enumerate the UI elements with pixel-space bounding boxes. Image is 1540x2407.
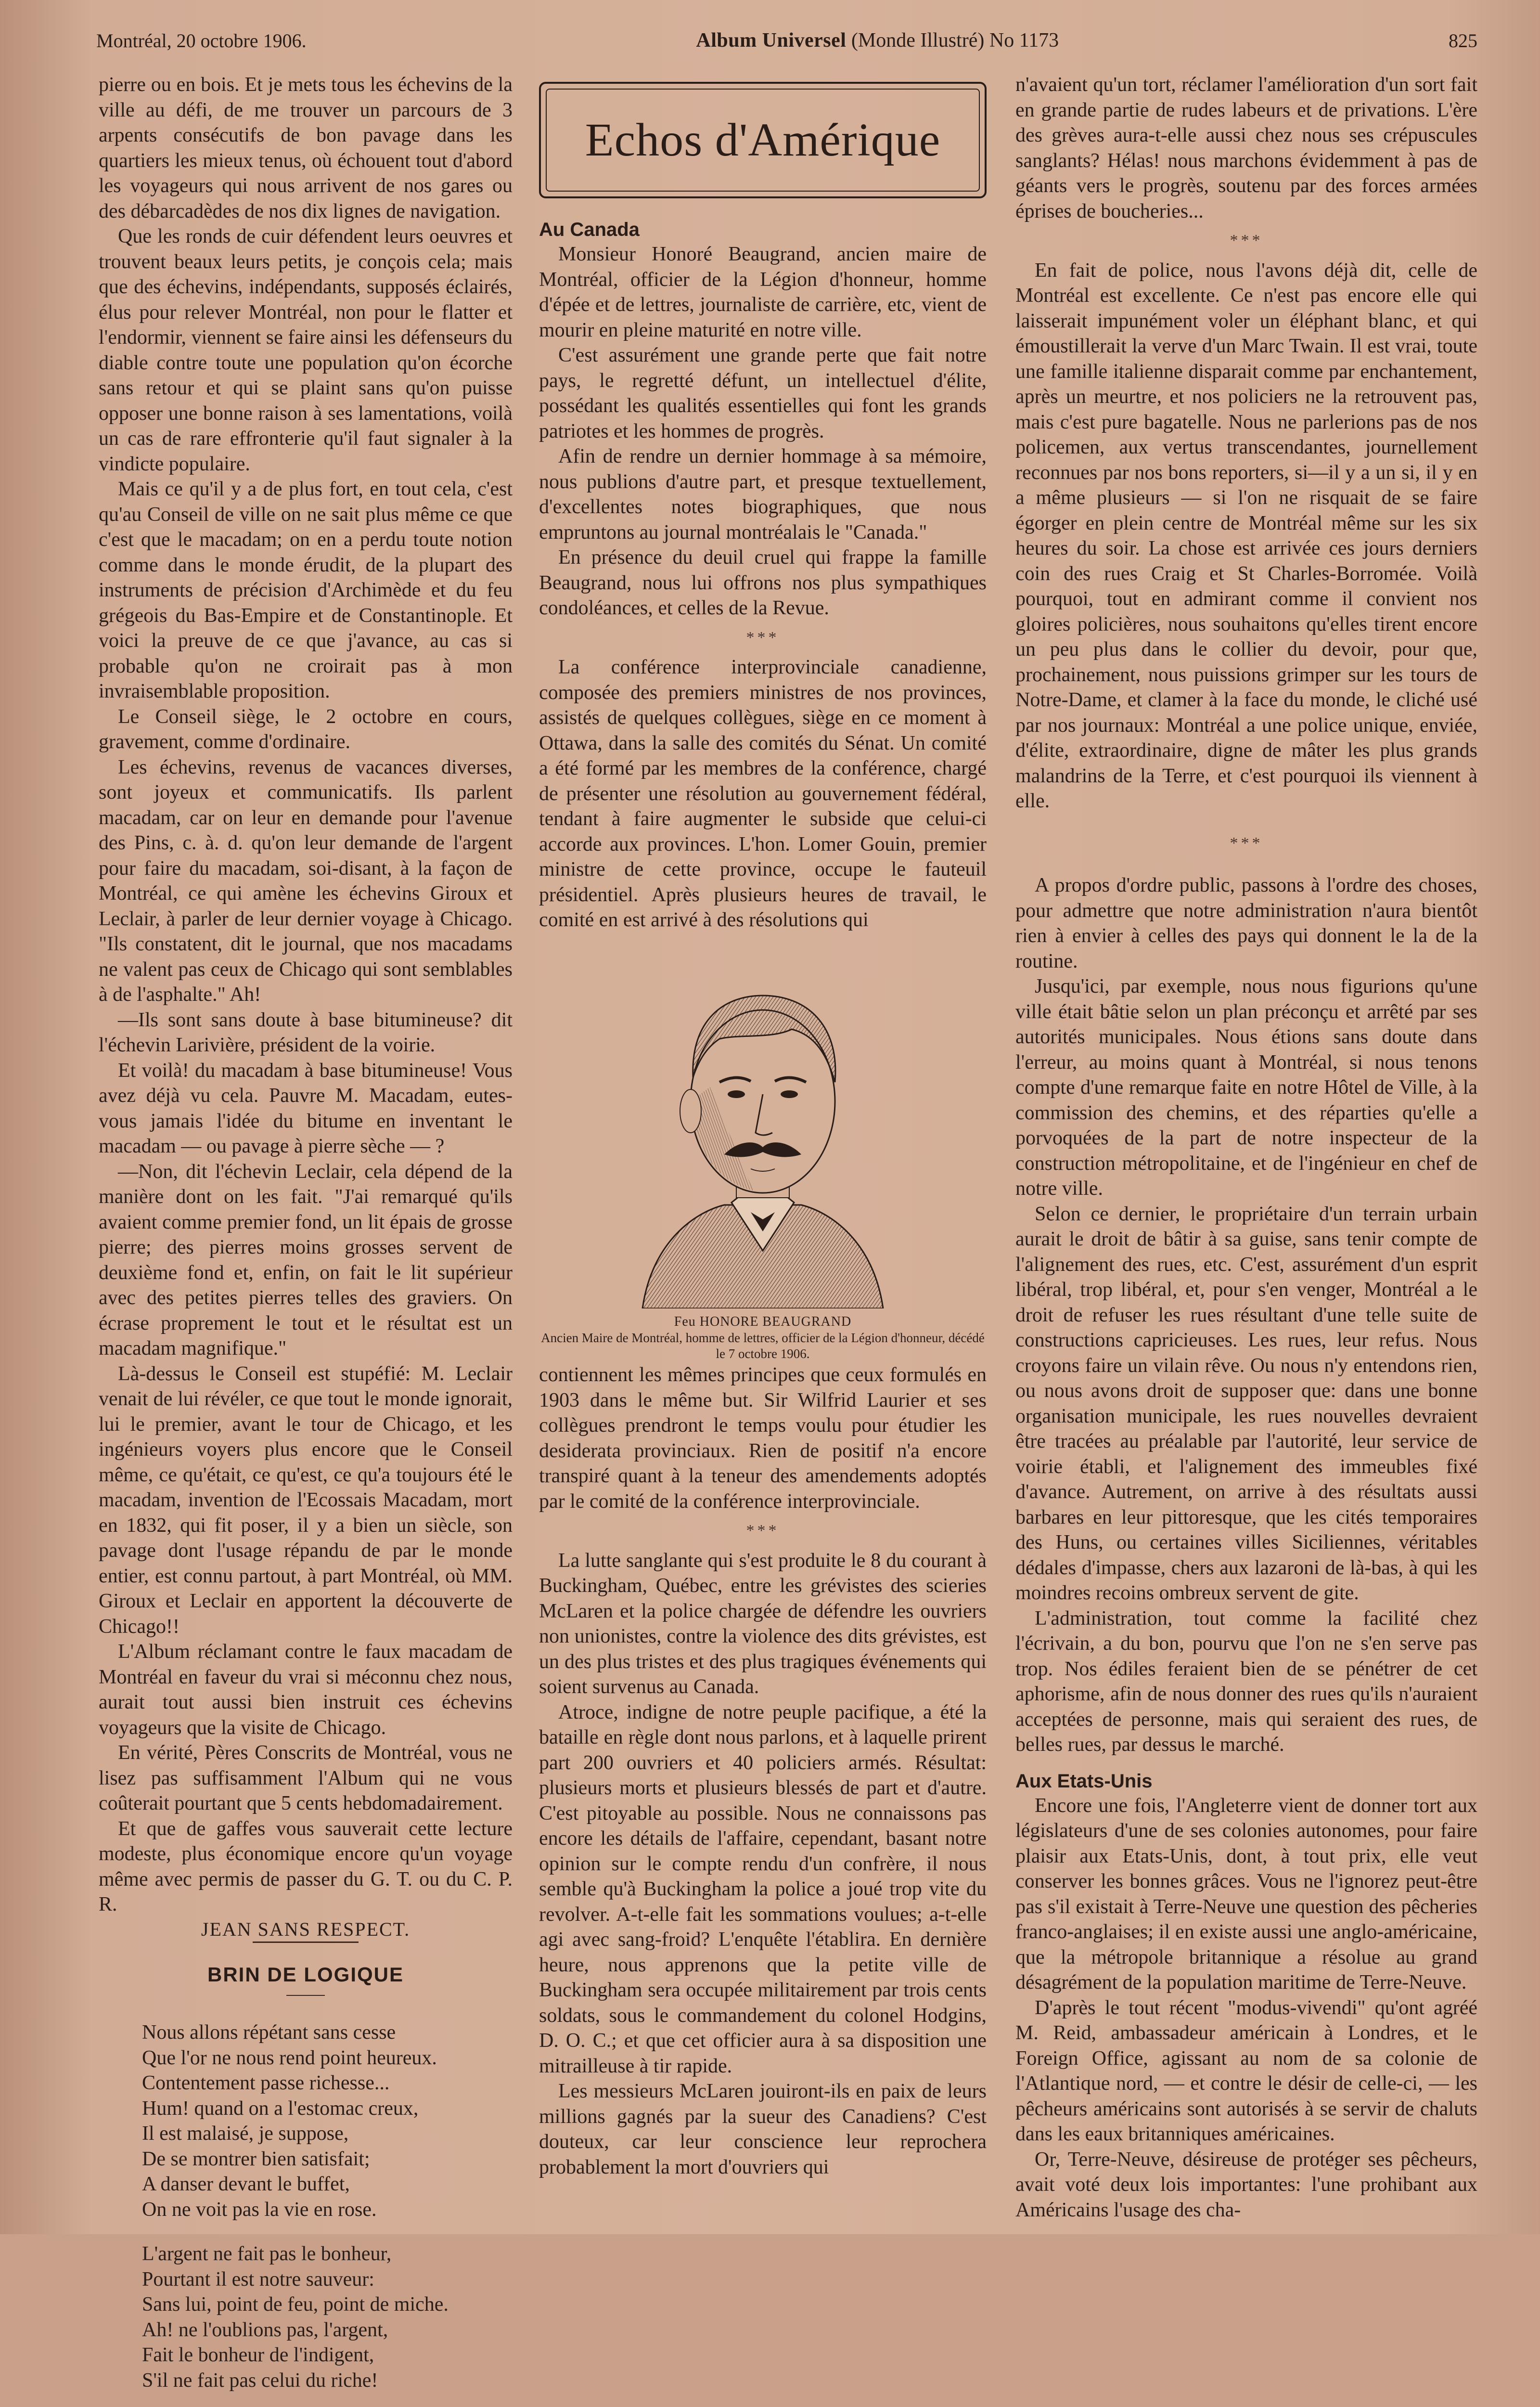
separator-stars: *** xyxy=(746,628,780,647)
poem xyxy=(99,2020,513,2407)
paragraph: Afin de rendre un dernier hommage à sa mémoire, nous publions d'autre part, et presque textuellement, d'excellentes notes biographiques, que nous empruntons au journal montréalais le "Canada." xyxy=(539,445,987,544)
paragraph: Atroce, indigne de notre peuple pacifique, a été la bataille en règle dont nous parlons, et à laquelle prirent part 200 ouvriers et 40 policiers armés. Résultat: plusieurs morts et plusieurs blessés de part et d'autre. C'est pitoyable au possible. Nous ne connaissons pas encore les détails de l'affaire, cependant, basant notre opinion sur le compte rendu d'un confrère, il nous semble qu'à Buckingham la police a joué trop vite du revolver. A-t-elle fait les sommations voulues; a-t-elle agi avec sang-froid? L'enquête l'établira. En dernière heure, nous apprenons que la petite ville de Buckingham sera occupée militairement par trois cents soldats, sous le commandement du colonel Hodgins, D. O. C.; et que cet officier aura à sa disposition une mitrailleuse à tir rapide. xyxy=(539,1701,987,2077)
column-left xyxy=(99,72,513,2407)
page-number: 825 xyxy=(1449,29,1477,52)
paragraph: Selon ce dernier, le propriétaire d'un terrain urbain aurait le droit de bâtir à sa guise, sans tenir compte de l'alignement des rues, etc. C'est, assurément d'un esprit libéral, trop libéral, et, pour s'en venger, Montréal a le droit de refuser les rues résultant d'une telle suite de constructions capricieuses. Les rues, leur refus. Nous croyons faire un vilain rêve. Ou nous n'y entendons rien, ou nous avons droit de supposer que: dans une bonne organisation municipale, les rues nouvelles devraient être tracées au préalable par l'autorité, leur service de voirie établi, et l'alignement des immeubles fixé d'avance. Autrement, on arrive à des résultats aussi barbares en leur pittoresque, que les cités temporaires des Huns, ou certaines villes Siciliennes, véritables dédales d'impasse, chers aux lazaroni de là-bas, à qui les moindres recoins ombreux servent de gite. xyxy=(1015,1203,1477,1604)
paragraph: D'après le tout récent "modus-vivendi" qu'ont agréé M. Reid, ambassadeur américain à Londres, et le Foreign Office, agissant au nom de sa colonie de l'Atlantique nord, — et contre le désir de celle-ci, — les pêcheurs américains sont autorisés à se servir de chaluts dans les eaux britanniques américaines. xyxy=(1015,1996,1477,2145)
paragraph: Les messieurs McLaren jouiront-ils en paix de leurs millions gagnés par la sueur des Canadiens? C'est douteux, car leur conscience leur reprochera probablement la mort d'ouvriers qui xyxy=(539,2080,987,2178)
poem-line: Pourtant il est notre sauveur: xyxy=(142,2268,374,2291)
section-title-box xyxy=(539,82,987,198)
portrait-caption xyxy=(539,1313,987,1363)
paragraph: Et voilà! du macadam à base bitumineuse! Vous avez déjà vu cela. Pauvre M. Macadam, eutes-vous jamais l'idée du bitume en inventant le macadam — ou pavage à pierre sèche — ? xyxy=(99,1059,513,1157)
separator-stars: *** xyxy=(1230,232,1263,249)
header-date: Montréal, 20 octobre 1906. xyxy=(96,29,307,52)
poem-line: Hum! quand on a l'estomac creux, xyxy=(142,2097,419,2120)
poem-line: S'il ne fait pas celui du riche! xyxy=(142,2369,378,2392)
separator-stars: *** xyxy=(746,1522,780,1540)
paragraph: La lutte sanglante qui s'est produite le 8 du courant à Buckingham, Québec, entre les grévistes des scieries McLaren et la police chargée de défendre les ouvriers non unionistes, contre la violence des dits grévistes, est un des plus tristes et des plus tragiques événements qui soient survenus au Canada. xyxy=(539,1549,987,1698)
paragraph: Les échevins, revenus de vacances diverses, sont joyeux et communicatifs. Ils parlent macadam, car on leur en demande pour l'avenue des Pins, c. à. d. qu'on leur demande de l'argent pour faire du macadam, soi-disant, à la façon de Montréal, ce qui amène les échevins Giroux et Leclair, à parler de leur dernier voyage à Chicago. "Ils constatent, dit le journal, que nos macadams ne valent pas ceux de Chicago qui sont semblables à de l'asphalte." Ah! xyxy=(99,756,513,1006)
section-heading: Au Canada xyxy=(539,219,640,240)
poem-line: A danser devant le buffet, xyxy=(142,2173,350,2195)
journal-subtitle: (Monde Illustré) xyxy=(851,29,985,52)
divider xyxy=(286,1995,325,1996)
paragraph: La conférence interprovinciale canadienne, composée des premiers ministres de nos provinces, assistés de quelques collègues, siège en ce moment à Ottawa, dans la salle des comités du Sénat. Un comité a été formé par les membres de la conférence, chargé de présenter une résolution au gouvernement fédéral, tendant à faire augmenter le subside que celui-ci accorde aux provinces. L'hon. Lomer Gouin, premier ministre de cette province, occupe le fauteuil présidentiel. Après plusieurs heures de travail, le comité en est arrivé à des résolutions qui xyxy=(539,656,987,931)
paragraph: Le Conseil siège, le 2 octobre en cours, gravement, comme d'ordinaire. xyxy=(99,705,513,753)
caption-name: Feu HONORE BEAUGRAND xyxy=(674,1314,852,1329)
paragraph: Or, Terre-Neuve, désireuse de protéger ses pêcheurs, avait voté deux lois importantes: l'une prohibant aux Américains l'usage des cha- xyxy=(1015,2148,1477,2221)
portrait-engraving xyxy=(614,943,912,1308)
paragraph: En fait de police, nous l'avons déjà dit, celle de Montréal est excellente. Ce n'est pas encore elle qui laisserait impunément voler un éléphant blanc, et qui émoustillerait la verve d'un Marc Twain. Il est vrai, toute une famille italienne disparait comme par enchantement, après un meurtre, et nos policiers ne la retrouvent pas, mais c'est pure bagatelle. Nous ne parlerions pas de nos policemen, aux vertus transcendantes, journellement reconnues par nos bons reporters, si—il y a un si, il y en a même plusieurs — si l'on ne risquait de se faire égorger en plein centre de Montréal même sur les six heures du soir. La chose est arrivée ces jours derniers coin des rues Craig et St Charles-Borromée. Voilà pourquoi, tout en admirant comme il convient nos gloires policières, nous souhaitons qu'elles tirent encore un peu plus dans le collier du devoir, pour que, prochainement, nous puissions grimper sur les tours de Notre-Dame, et clamer à la face du monde, le cliché usé par nos journaux: Montréal a une police unique, enviée, d'élite, extraordinaire, digne de mâter les plus grands malandrins de la Terre, et c'est pourquoi ils viennent à elle. xyxy=(1015,259,1477,812)
paragraph: Encore une fois, l'Angleterre vient de donner tort aux législateurs d'une de ses colonies autonomes, pour faire plaisir aux Etats-Unis, dont, à tout prix, elle veut conserver les bonnes grâces. Vous ne l'ignorez peut-être pas s'il existait à Terre-Neuve une question des pêcheries franco-anglaises; il en existe aussi une anglo-américaine, que la métropole britannique a résolue au grand désagrément de la population maritime de Terre-Neuve. xyxy=(1015,1794,1477,1993)
poem-line: Nous allons répétant sans cesse xyxy=(142,2021,396,2044)
paragraph: Là-dessus le Conseil est stupéfié: M. Leclair venait de lui révéler, ce que tout le monde ignorait, lui le premier, avant le tour de Chicago, et les ingénieurs voyers plus encore que le Conseil même, ce qu'était, ce qu'est, ce qu'a toujours été le macadam, invention de l'Ecossais Macadam, mort en 1832, qui fit poser, il y a bien un siècle, son pavage dont l'usage répandu de par le monde entier, est connu partout, à part Montréal, où MM. Giroux et Leclair en apportent la découverte de Chicago!! xyxy=(99,1362,513,1638)
paragraph: n'avaient qu'un tort, réclamer l'amélioration d'un sort fait en grande partie de rudes labeurs et de privations. L'ère des grèves aura-t-elle aussi chez nous ses crépuscules sanglants? Hélas! nous marchons évidemment à pas de géants vers le progrès, soutenu par des forces armées éprises de boucheries... xyxy=(1015,74,1477,222)
caption-text: Ancien Maire de Montréal, homme de lettres, officier de la Légion d'honneur, décédé le 7 octobre 1906. xyxy=(541,1330,985,1361)
poem-line: Il est malaisé, je suppose, xyxy=(142,2122,349,2145)
poem-line: Fait le bonheur de l'indigent, xyxy=(142,2344,374,2366)
paragraph: —Non, dit l'échevin Leclair, cela dépend de la manière dont on les fait. "J'ai remarqué qu'ils avaient comme premier fond, un lit épais de grosse pierre; des pierres moins grosses servent de deuxième fond et, enfin, on fait le lit supérieur avec des petites pierres telles des graviers. On écrase proprement le tout et le résultat est un macadam magnifique." xyxy=(99,1160,513,1359)
poem-line: Ah! ne l'oublions pas, l'argent, xyxy=(142,2318,388,2341)
paragraph: pierre ou en bois. Et je mets tous les échevins de la ville au défi, de me trouver un parcours de 3 arpents consécutifs de bon pavage dans les quartiers les mieux tenus, où échouent tout d'abord les voyageurs qui nous arrivent de nos gares ou des débarcadèdes de nos dix lignes de navigation. xyxy=(99,74,513,222)
poem-line: Sans lui, point de feu, point de miche. xyxy=(142,2293,449,2316)
paragraph: Monsieur Honoré Beaugrand, ancien maire de Montréal, officier de la Légion d'honneur, homme d'épée et de lettres, journaliste de carrière, etc, vient de mourir en pleine maturité en notre ville. xyxy=(539,243,987,341)
page-header xyxy=(96,25,1477,56)
paragraph: C'est assurément une grande perte que fait notre pays, le regretté défunt, un intellectuel d'élite, possédant les qualités essentielles qui font les grands patriotes et les hommes de progrès. xyxy=(539,344,987,442)
article-signature: JEAN SANS RESPECT. xyxy=(201,1918,411,1940)
column-middle xyxy=(539,72,987,2180)
journal-name: Album Universel xyxy=(696,29,847,52)
paragraph: A propos d'ordre public, passons à l'ordre des choses, pour admettre que notre administration n'aura bientôt rien à envier à celles des pays qui donnent le la de la routine. xyxy=(1015,874,1477,972)
paragraph: —Ils sont sans doute à base bitumineuse? dit l'échevin Larivière, président de la voirie. xyxy=(99,1009,513,1056)
paragraph: Jusqu'ici, par exemple, nous nous figurions qu'une ville était bâtie selon un plan préconçu et arrêté par ses autorités municipales. Nous étions sans doute dans l'erreur, au moins quant à Montréal, si nous tenons compte d'une remarque faite en notre Hôtel de Ville, à la commission des chemins, et des réparties qu'elle a porvoquées de la part de notre inspecteur de la construction métropolitaine, et de l'ingénieur en chef de notre ville. xyxy=(1015,975,1477,1200)
paragraph: Mais ce qu'il y a de plus fort, en tout cela, c'est qu'au Conseil de ville on ne sait plus même ce que c'est que le macadam; on en a perdu toute notion comme dans le monde érudit, de la plupart des instruments de précision d'Archimède et du feu grégeois du Bas-Empire et de Constantinople. Et voici la preuve de ce que j'avance, au cas si probable qu'on ne croirait pas à mon invraisemblable proposition. xyxy=(99,478,513,702)
section-heading: Aux Etats-Unis xyxy=(1015,1770,1153,1792)
paragraph: L'Album réclamant contre le faux macadam de Montréal en faveur du vrai si méconnu chez nous, aurait tout aussi bien instruit ces échevins voyageurs que la visite de Chicago. xyxy=(99,1641,513,1739)
paragraph: Et que de gaffes vous sauverait cette lecture modeste, plus économique encore qu'un voyage même avec permis de passer du G. T. ou du C. P. R. xyxy=(99,1817,513,1915)
issue-number: No 1173 xyxy=(989,29,1059,52)
separator-stars: *** xyxy=(1230,834,1263,852)
poem-line: Contentement passe richesse... xyxy=(142,2072,390,2094)
poem-line: Que l'or ne nous rend point heureux. xyxy=(142,2046,437,2069)
poem-title: BRIN DE LOGIQUE xyxy=(207,1963,404,1986)
paragraph: contiennent les mêmes principes que ceux formulés en 1903 dans le même but. Sir Wilfrid Laurier et ses collègues prendront le temps voulu pour étudier les desiderata provinciaux. Rien de positif n'a encore transpiré quant à la teneur des amendements adoptés par le comité de la conférence interprovinciale. xyxy=(539,1364,987,1513)
section-title: Echos d'Amérique xyxy=(546,89,980,192)
poem-line: On ne voit pas la vie en rose. xyxy=(142,2198,377,2221)
paragraph: En vérité, Pères Conscrits de Montréal, vous ne lisez pas suffisamment l'Album qui ne vous coûterait pourtant que 5 cents hebdomadairement. xyxy=(99,1742,513,1814)
poem-line: L'argent ne fait pas le bonheur, xyxy=(142,2243,392,2265)
column-right xyxy=(1015,72,1477,2223)
paragraph: Que les ronds de cuir défendent leurs oeuvres et trouvent beaux leurs petits, je conçois cela; mais que des échevins, indépendants, supposés éclairés, élus pour relever Montréal, non pour le flatter et l'endormir, viennent se faire ainsi les défenseurs du diable contre toute une population qu'on écorche sans retour et qui se plaint sans qu'on puisse opposer une bonne raison à ses lamentations, voilà un cas de rare effronterie qu'il faut signaler à la vindicte populaire. xyxy=(99,225,513,475)
paragraph: En présence du deuil cruel qui frappe la famille Beaugrand, nous lui offrons nos plus sympathiques condoléances, et celles de la Revue. xyxy=(539,546,987,619)
poem-line: De se montrer bien satisfait; xyxy=(142,2148,370,2170)
header-journal xyxy=(696,29,1059,52)
divider xyxy=(253,1941,359,1943)
paragraph: L'administration, tout comme la facilité chez l'écrivain, a du bon, pourvu que l'on ne s'en serve pas trop. Nos édiles feraient bien de se pénétrer de cet aphorisme, afin de nous donner des rues qu'ils n'auraient acceptées de personne, mais qui seraient des rues, de belles rues, par dessus le marché. xyxy=(1015,1607,1477,1756)
